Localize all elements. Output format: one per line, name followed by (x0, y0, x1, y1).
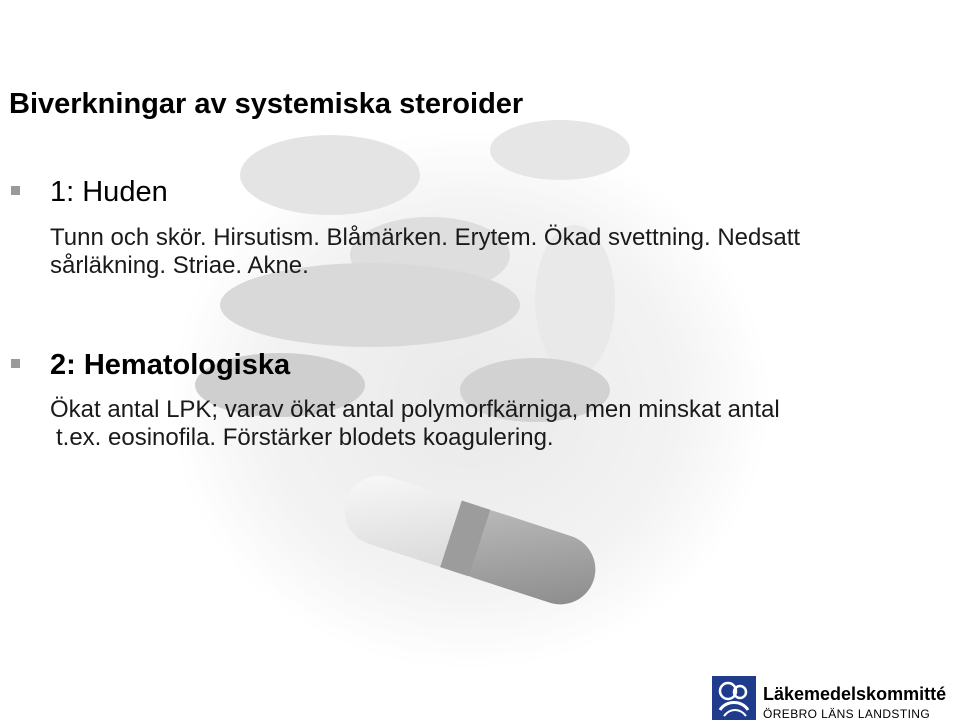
organization-name: Läkemedelskommitté (763, 684, 947, 704)
section-body (50, 396, 950, 452)
section-heading: 2: Hematologiska (50, 349, 291, 381)
section-skin (0, 173, 960, 323)
section-body-line: t.ex. eosinofila. Förstärker blodets koagulering. (56, 424, 554, 451)
slide-title: Biverkningar av systemiska steroider (9, 88, 524, 120)
section-body: Tunn och skör. Hirsutism. Blåmärken. Erytem. Ökad svettning. Nedsatt sårläkning. Striae. Akne. (50, 224, 801, 279)
square-bullet-icon (11, 186, 20, 195)
square-bullet-icon (11, 359, 20, 368)
county-council-logo-icon (712, 676, 756, 720)
section-body-line: Ökat antal LPK; varav ökat antal polymorfkärniga, men minskat antal (50, 396, 780, 423)
section-heading: 1: Huden (50, 176, 168, 208)
organization-subtitle: ÖREBRO LÄNS LANDSTING (763, 707, 931, 720)
section-hematology (0, 346, 960, 476)
footer-branding (712, 676, 960, 720)
